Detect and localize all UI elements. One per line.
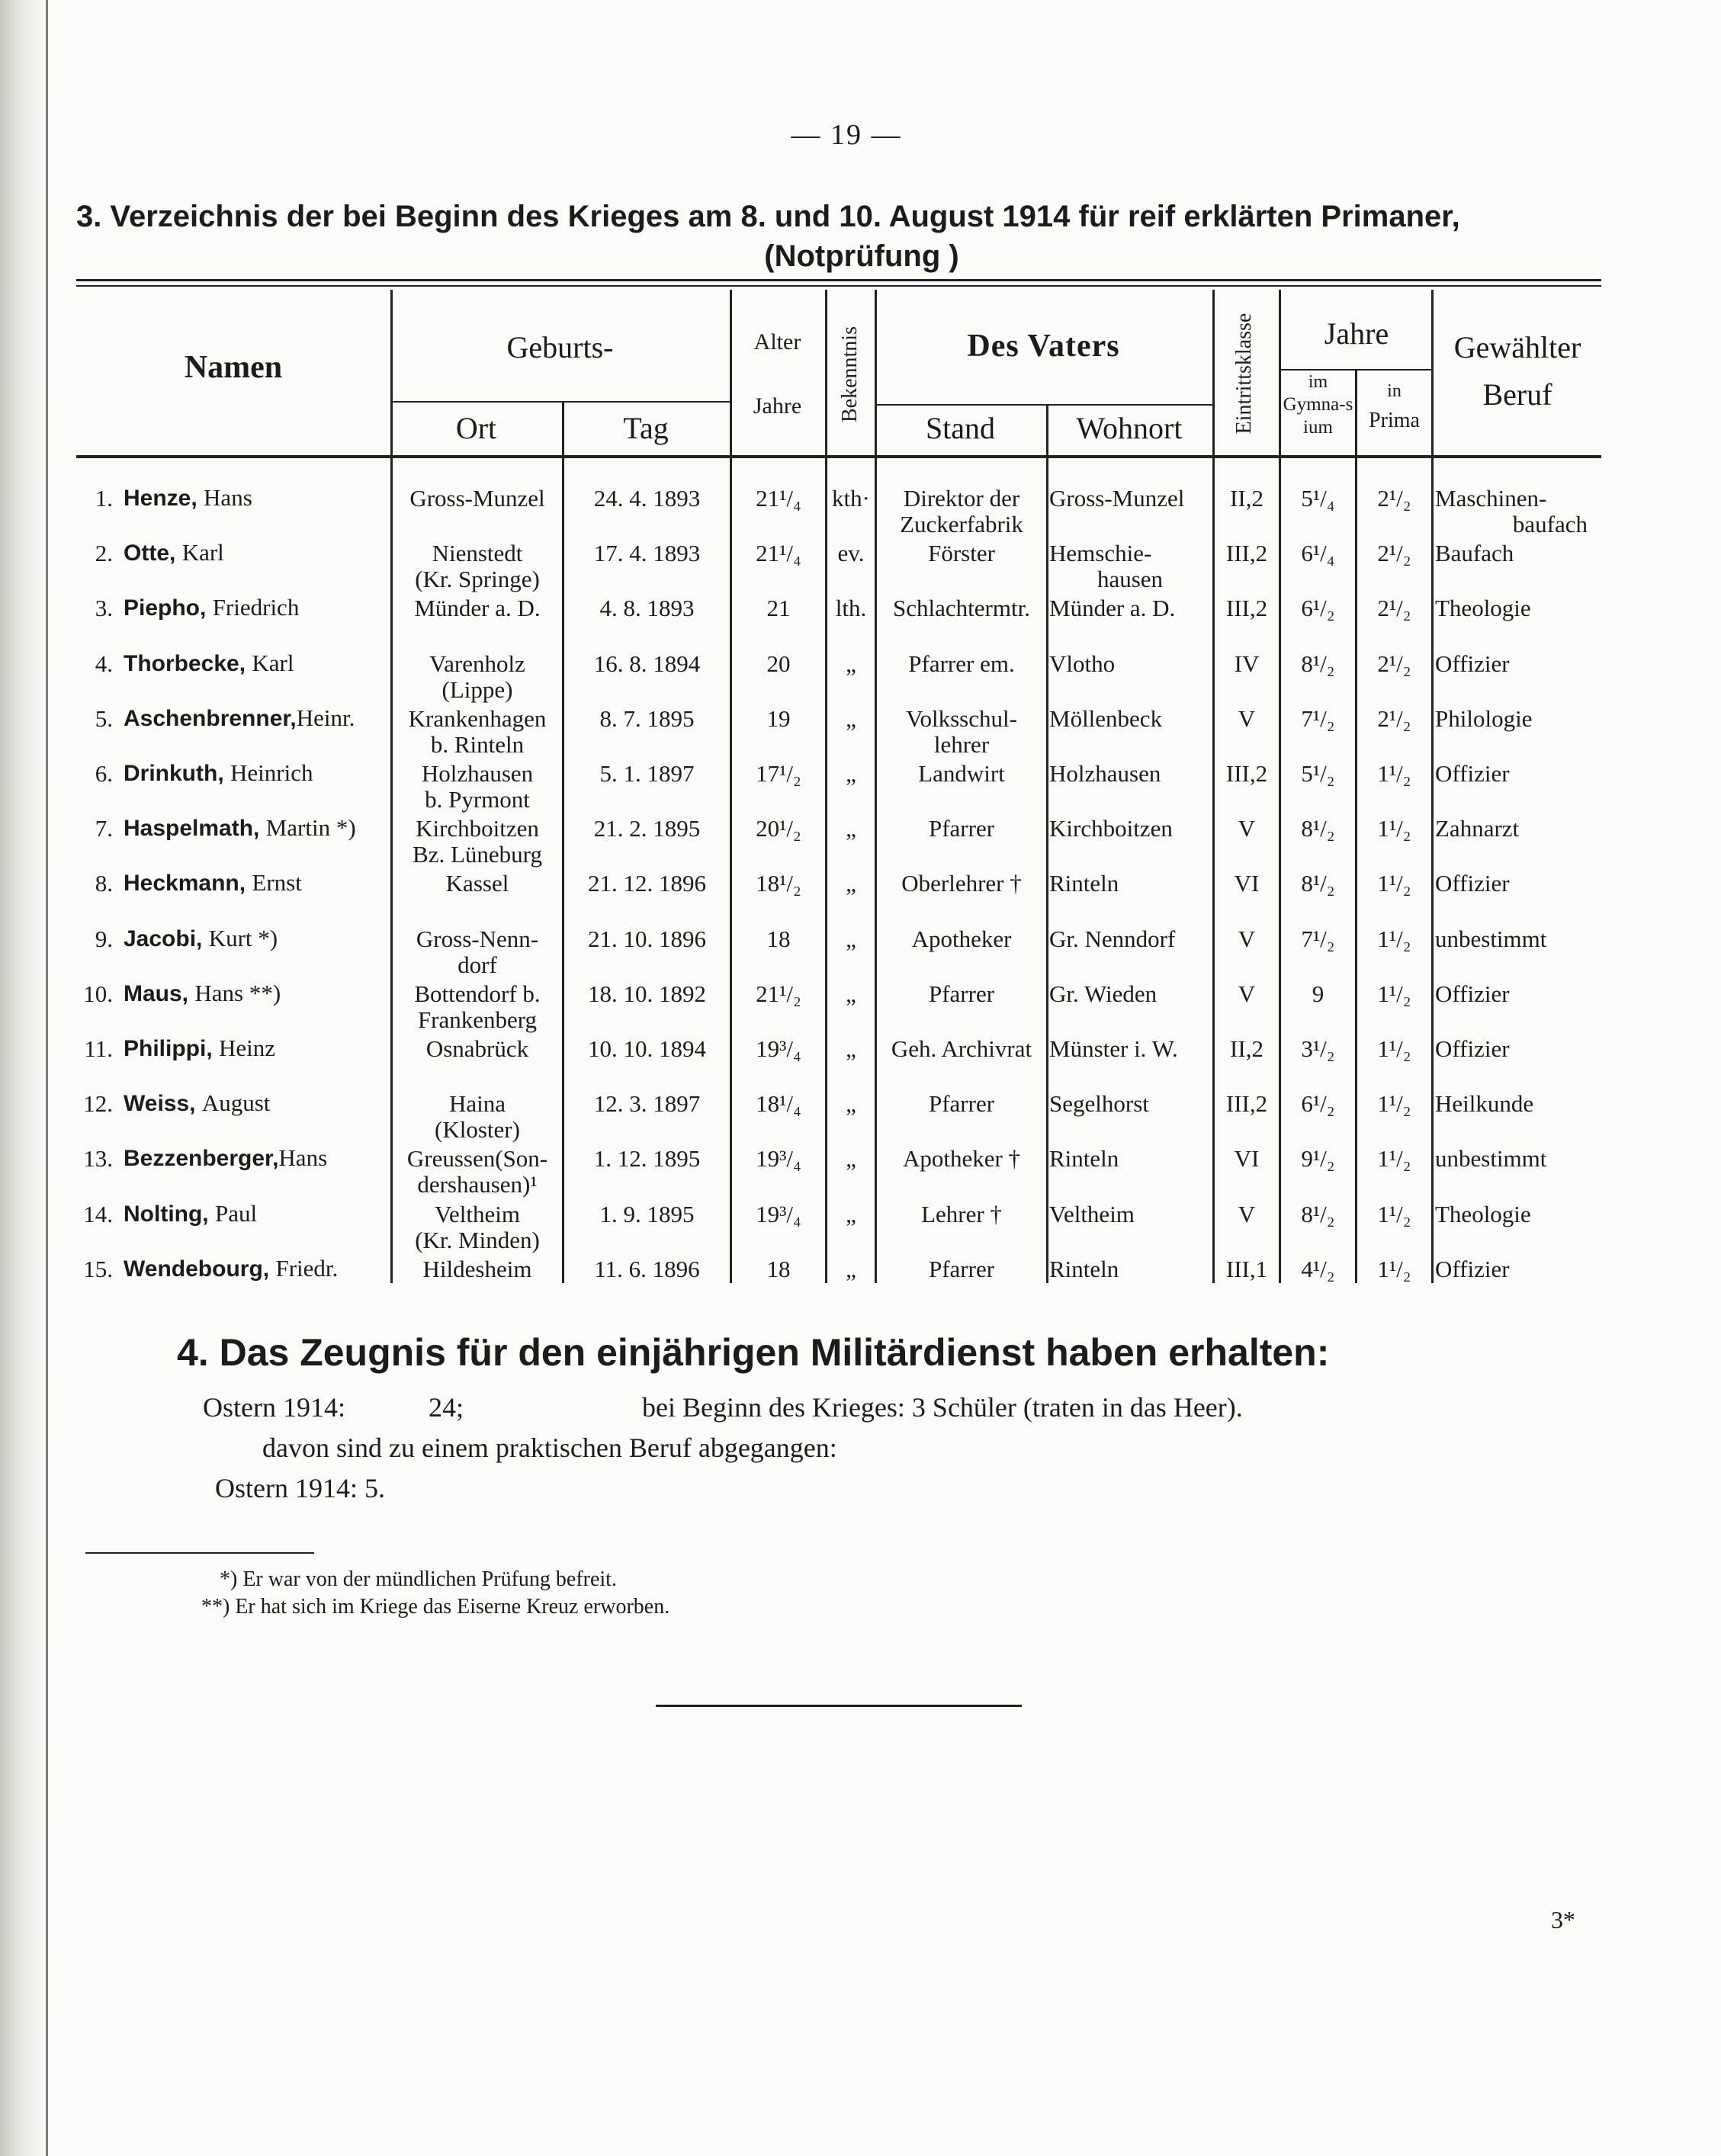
student-name bbox=[124, 1200, 257, 1228]
cell-no: 7. bbox=[95, 815, 113, 842]
cell-beruf1: Baufach bbox=[1435, 540, 1514, 567]
cell-gym: 8¹/₂ bbox=[1301, 650, 1335, 677]
student-firstname: Karl bbox=[181, 539, 224, 566]
cell-alter: 19 bbox=[766, 704, 791, 732]
header-des-vaters: Des Vaters bbox=[967, 329, 1120, 364]
ostern-1914-label: Ostern 1914: bbox=[203, 1392, 345, 1423]
body-vline bbox=[390, 458, 393, 1283]
cell-alter: 19³/₄ bbox=[756, 1200, 801, 1227]
davon-text: davon sind zu einem praktischen Beruf abgegangen: bbox=[262, 1433, 837, 1463]
cell-klasse: VI bbox=[1234, 870, 1260, 897]
header-alter-jahre: Jahre bbox=[753, 393, 802, 419]
ostern-1914b-text: Ostern 1914: 5. bbox=[215, 1473, 385, 1503]
geburts-subrule bbox=[390, 401, 730, 403]
cell-ort1: Haina bbox=[448, 1090, 506, 1118]
cell-wohn1: Veltheim bbox=[1049, 1200, 1135, 1227]
student-name bbox=[124, 484, 252, 512]
student-name bbox=[124, 869, 302, 897]
cell-klasse: III,2 bbox=[1225, 595, 1268, 622]
student-firstname: Hans bbox=[204, 484, 252, 511]
cell-tag: 4. 8. 1893 bbox=[599, 595, 695, 622]
cell-alter: 20 bbox=[766, 650, 791, 677]
cell-bek: „ bbox=[846, 980, 856, 1007]
cell-wohn1: Rinteln bbox=[1049, 870, 1119, 897]
cell-alter: 19³/₄ bbox=[756, 1145, 801, 1173]
student-surname: Bezzenberger, bbox=[124, 1146, 279, 1172]
cell-beruf1: Zahnarzt bbox=[1435, 815, 1520, 842]
cell-tag: 10. 10. 1894 bbox=[588, 1035, 706, 1062]
cell-tag: 18. 10. 1892 bbox=[588, 980, 706, 1007]
cell-bek: „ bbox=[846, 1035, 856, 1062]
student-surname: Weiss, bbox=[124, 1091, 196, 1117]
cell-alter: 21¹/₄ bbox=[756, 540, 801, 567]
cell-ort2: (Kr. Springe) bbox=[415, 566, 540, 593]
header-gymnasium: Gymna-sium bbox=[1283, 394, 1353, 438]
cell-wohn1: Rinteln bbox=[1049, 1255, 1119, 1282]
cell-beruf1: Theologie bbox=[1435, 1200, 1531, 1227]
ostern-1914-value: 24; bbox=[429, 1392, 464, 1423]
cell-stand1: Förster bbox=[928, 540, 995, 567]
cell-wohn1: Hemschie- bbox=[1049, 540, 1152, 567]
student-firstname: Heinrich bbox=[230, 759, 313, 786]
student-surname: Otte, bbox=[124, 541, 176, 566]
cell-alter: 21¹/₄ bbox=[756, 485, 801, 512]
hdr-vline bbox=[1212, 290, 1215, 455]
student-surname: Philippi, bbox=[124, 1036, 213, 1061]
cell-no: 5. bbox=[95, 704, 113, 732]
student-firstname: Paul bbox=[214, 1199, 258, 1227]
cell-beruf1: Offizier bbox=[1435, 980, 1510, 1007]
cell-klasse: IV bbox=[1234, 650, 1260, 677]
cell-prima: 1¹/₂ bbox=[1377, 1255, 1411, 1282]
cell-tag: 24. 4. 1893 bbox=[593, 485, 701, 512]
student-firstname: Karl bbox=[252, 649, 294, 676]
footnote-2: **) Er hat sich im Kriege das Eiserne Kreuz erworben. bbox=[201, 1595, 670, 1619]
table-top-rule-2 bbox=[76, 285, 1601, 287]
cell-gym: 8¹/₂ bbox=[1301, 870, 1335, 897]
cell-beruf1: Philologie bbox=[1435, 704, 1533, 732]
cell-ort2: Bz. Lüneburg bbox=[413, 841, 542, 868]
cell-no: 10. bbox=[83, 980, 113, 1007]
cell-prima: 1¹/₂ bbox=[1377, 1200, 1411, 1227]
header-beruf: Beruf bbox=[1482, 377, 1552, 412]
section-3-title-line2: (Notprüfung ) bbox=[764, 239, 959, 273]
cell-stand1: Apotheker bbox=[911, 925, 1012, 952]
cell-alter: 18¹/₂ bbox=[756, 870, 801, 897]
cell-stand1: Pfarrer bbox=[928, 1255, 995, 1282]
header-eintrittsklasse: Eintrittsklasse bbox=[1232, 313, 1256, 435]
cell-wohn1: Holzhausen bbox=[1049, 760, 1161, 787]
cell-beruf1: Offizier bbox=[1435, 650, 1510, 677]
student-name bbox=[124, 1255, 338, 1283]
hdr-vline bbox=[1431, 290, 1434, 455]
page-binding-line bbox=[46, 0, 48, 2156]
cell-bek: lth. bbox=[835, 595, 867, 622]
cell-klasse: III,2 bbox=[1225, 540, 1268, 567]
cell-alter: 17¹/₂ bbox=[756, 760, 801, 787]
cell-bek: „ bbox=[846, 815, 856, 842]
cell-bek: „ bbox=[846, 1200, 856, 1227]
cell-gym: 9 bbox=[1312, 980, 1324, 1007]
cell-gym: 4¹/₂ bbox=[1301, 1255, 1335, 1282]
cell-klasse: VI bbox=[1234, 1145, 1260, 1173]
cell-no: 12. bbox=[83, 1090, 113, 1118]
cell-bek: „ bbox=[846, 1090, 856, 1118]
cell-stand1: Direktor der bbox=[903, 485, 1020, 512]
cell-stand1: Oberlehrer † bbox=[901, 870, 1022, 897]
cell-stand1: Geh. Archivrat bbox=[891, 1035, 1032, 1062]
cell-ort1: Holzhausen bbox=[421, 760, 534, 787]
table-top-rule bbox=[76, 279, 1601, 281]
cell-alter: 18¹/₄ bbox=[756, 1090, 801, 1118]
cell-bek: „ bbox=[846, 870, 856, 897]
cell-wohn1: Möllenbeck bbox=[1049, 704, 1163, 732]
cell-stand1: Lehrer † bbox=[921, 1200, 1002, 1227]
cell-alter: 18 bbox=[766, 1255, 791, 1282]
cell-gym: 6¹/₂ bbox=[1301, 1090, 1335, 1118]
student-surname: Piepho, bbox=[124, 595, 207, 621]
student-surname: Drinkuth, bbox=[124, 761, 224, 786]
cell-ort2: b. Rinteln bbox=[430, 730, 525, 758]
header-in: in bbox=[1387, 381, 1402, 401]
cell-prima: 1¹/₂ bbox=[1377, 870, 1411, 897]
cell-beruf1: unbestimmt bbox=[1435, 1145, 1547, 1173]
cell-gym: 6¹/₂ bbox=[1301, 595, 1335, 622]
student-firstname: Heinz bbox=[219, 1035, 276, 1061]
cell-gym: 8¹/₂ bbox=[1301, 815, 1335, 842]
kriegsbeginn-text: bei Beginn des Krieges: 3 Schüler (traten in das Heer). bbox=[642, 1392, 1243, 1423]
student-firstname: Friedrich bbox=[212, 594, 300, 621]
student-surname: Henze, bbox=[124, 486, 197, 511]
cell-prima: 2¹/₂ bbox=[1377, 540, 1411, 567]
cell-beruf1: unbestimmt bbox=[1435, 925, 1547, 952]
cell-bek: „ bbox=[846, 1255, 856, 1282]
cell-alter: 21¹/₂ bbox=[756, 980, 801, 1007]
cell-prima: 1¹/₂ bbox=[1377, 760, 1411, 787]
cell-no: 15. bbox=[83, 1255, 113, 1282]
cell-alter: 19³/₄ bbox=[756, 1035, 801, 1062]
student-name bbox=[124, 925, 278, 953]
body-vline bbox=[825, 458, 827, 1283]
student-firstname: Martin *) bbox=[265, 814, 356, 842]
cell-no: 13. bbox=[83, 1145, 113, 1173]
cell-wohn1: Rinteln bbox=[1049, 1145, 1119, 1173]
cell-ort1: Greussen(Son- bbox=[406, 1145, 548, 1173]
header-namen: Namen bbox=[184, 350, 283, 385]
cell-wohn1: Segelhorst bbox=[1049, 1090, 1149, 1118]
cell-ort2: Frankenberg bbox=[417, 1006, 538, 1033]
student-firstname: Ernst bbox=[252, 869, 302, 897]
cell-klasse: III,2 bbox=[1225, 1090, 1268, 1118]
body-vline bbox=[1046, 458, 1048, 1283]
cell-tag: 1. 12. 1895 bbox=[593, 1145, 701, 1173]
cell-stand1: Landwirt bbox=[918, 760, 1005, 787]
cell-prima: 2¹/₂ bbox=[1377, 485, 1411, 512]
cell-tag: 21. 12. 1896 bbox=[588, 870, 706, 897]
cell-tag: 5. 1. 1897 bbox=[599, 760, 695, 787]
header-stand: Stand bbox=[925, 411, 996, 445]
cell-tag: 11. 6. 1896 bbox=[594, 1255, 700, 1282]
student-name bbox=[124, 650, 294, 678]
cell-stand1: Pfarrer bbox=[928, 815, 995, 842]
student-name bbox=[124, 980, 281, 1008]
header-im: im bbox=[1308, 372, 1328, 392]
cell-tag: 12. 3. 1897 bbox=[593, 1090, 701, 1118]
cell-ort2: b. Pyrmont bbox=[425, 786, 530, 813]
cell-wohn1: Kirchboitzen bbox=[1049, 815, 1173, 842]
body-vline bbox=[562, 458, 564, 1283]
student-name bbox=[124, 1144, 327, 1173]
student-surname: Wendebourg, bbox=[124, 1256, 270, 1282]
cell-bek: „ bbox=[846, 1145, 856, 1173]
cell-prima: 1¹/₂ bbox=[1377, 980, 1411, 1007]
cell-bek: „ bbox=[846, 925, 856, 952]
cell-ort1: Bottendorf b. bbox=[414, 980, 541, 1007]
cell-no: 3. bbox=[95, 595, 113, 622]
cell-beruf1: Offizier bbox=[1435, 760, 1510, 787]
header-prima: Prima bbox=[1369, 409, 1420, 432]
cell-bek: ev. bbox=[837, 540, 865, 567]
student-name bbox=[124, 1035, 275, 1063]
header-bottom-rule bbox=[76, 455, 1601, 458]
cell-beruf1: Maschinen- bbox=[1435, 485, 1547, 512]
header-geburts: Geburts- bbox=[506, 330, 614, 364]
header-gewaehlter: Gewählter bbox=[1453, 330, 1581, 364]
footnote-rule bbox=[85, 1552, 314, 1554]
cell-tag: 21. 2. 1895 bbox=[593, 815, 701, 842]
cell-stand2: lehrer bbox=[933, 730, 990, 758]
cell-beruf1: Offizier bbox=[1435, 1255, 1510, 1282]
cell-no: 1. bbox=[95, 485, 113, 512]
cell-bek: „ bbox=[846, 760, 856, 787]
cell-bek: kth· bbox=[832, 485, 870, 512]
cell-wohn2: hausen bbox=[1096, 566, 1164, 593]
cell-ort1: Gross-Nenn- bbox=[416, 925, 539, 952]
cell-gym: 6¹/₄ bbox=[1301, 540, 1335, 567]
page-number: — 19 — bbox=[791, 119, 902, 151]
student-name bbox=[124, 759, 313, 788]
student-surname: Thorbecke, bbox=[124, 650, 246, 676]
body-vline bbox=[1355, 458, 1357, 1283]
cell-klasse: V bbox=[1238, 925, 1256, 952]
student-firstname: Heinr. bbox=[296, 704, 355, 731]
cell-ort2: (Kr. Minden) bbox=[415, 1226, 540, 1253]
student-firstname: Kurt *) bbox=[208, 924, 278, 951]
cell-prima: 1¹/₂ bbox=[1377, 1145, 1411, 1173]
cell-no: 9. bbox=[95, 925, 113, 952]
cell-beruf1: Heilkunde bbox=[1435, 1090, 1534, 1118]
cell-no: 2. bbox=[95, 540, 113, 567]
student-firstname: Hans **) bbox=[194, 979, 281, 1006]
footnote-1: *) Er war von der mündlichen Prüfung befreit. bbox=[220, 1567, 617, 1591]
cell-wohn1: Münster i. W. bbox=[1049, 1035, 1178, 1062]
page-binding-edge bbox=[0, 0, 47, 2156]
cell-klasse: V bbox=[1238, 815, 1256, 842]
hdr-vline bbox=[730, 290, 732, 455]
section-3-title-line1: 3. Verzeichnis der bei Beginn des Krieges am 8. und 10. August 1914 für reif erklärten Primaner, bbox=[76, 200, 1460, 233]
cell-beruf2: baufach bbox=[1512, 511, 1588, 537]
body-vline bbox=[1431, 458, 1434, 1283]
cell-ort1: Veltheim bbox=[435, 1200, 520, 1227]
cell-ort1: Hildesheim bbox=[422, 1255, 532, 1282]
cell-ort2: dorf bbox=[458, 951, 497, 978]
cell-klasse: III,1 bbox=[1225, 1255, 1268, 1282]
cell-ort1: Osnabrück bbox=[425, 1035, 529, 1062]
cell-klasse: V bbox=[1238, 1200, 1256, 1227]
cell-ort2: (Kloster) bbox=[435, 1116, 520, 1144]
student-surname: Jacobi, bbox=[124, 926, 203, 951]
cell-tag: 8. 7. 1895 bbox=[599, 704, 695, 732]
cell-stand1: Pfarrer bbox=[928, 1090, 995, 1118]
cell-ort1: Münder a. D. bbox=[414, 595, 541, 622]
student-surname: Maus, bbox=[124, 980, 189, 1006]
student-name bbox=[124, 539, 224, 567]
cell-beruf1: Offizier bbox=[1435, 870, 1510, 897]
header-bekenntnis: Bekenntnis bbox=[838, 326, 862, 422]
cell-klasse: V bbox=[1238, 980, 1256, 1007]
cell-stand1: Schlachtermtr. bbox=[893, 595, 1030, 622]
student-name bbox=[124, 594, 299, 622]
student-firstname: Friedr. bbox=[275, 1254, 339, 1282]
vaters-subrule bbox=[875, 404, 1212, 406]
cell-klasse: V bbox=[1238, 704, 1256, 732]
cell-ort1: Gross-Munzel bbox=[409, 485, 545, 512]
cell-no: 6. bbox=[95, 760, 113, 787]
cell-prima: 1¹/₂ bbox=[1377, 925, 1411, 952]
body-vline bbox=[1279, 458, 1281, 1283]
student-surname: Heckmann, bbox=[124, 871, 246, 897]
cell-tag: 1. 9. 1895 bbox=[599, 1200, 695, 1227]
cell-prima: 1¹/₂ bbox=[1377, 815, 1411, 842]
section-4-title: 4. Das Zeugnis für den einjährigen Militärdienst haben erhalten: bbox=[177, 1331, 1330, 1374]
header-alter: Alter bbox=[753, 329, 801, 355]
cell-alter: 20¹/₂ bbox=[756, 815, 801, 842]
cell-wohn1: Gr. Wieden bbox=[1049, 980, 1158, 1007]
cell-no: 11. bbox=[84, 1035, 113, 1062]
cell-ort1: Kassel bbox=[445, 870, 509, 897]
cell-ort2: (Lippe) bbox=[441, 675, 513, 703]
cell-wohn1: Vlotho bbox=[1049, 650, 1116, 677]
cell-stand1: Pfarrer bbox=[928, 980, 995, 1007]
cell-ort1: Kirchboitzen bbox=[416, 815, 539, 842]
cell-klasse: II,2 bbox=[1230, 1035, 1263, 1062]
cell-prima: 1¹/₂ bbox=[1377, 1090, 1411, 1118]
end-ornament-rule bbox=[656, 1705, 1022, 1707]
body-vline bbox=[1212, 458, 1215, 1283]
cell-ort1: Nienstedt bbox=[432, 540, 523, 567]
cell-wohn1: Gr. Nenndorf bbox=[1049, 925, 1176, 952]
cell-ort1: Krankenhagen bbox=[408, 704, 547, 732]
student-surname: Nolting, bbox=[124, 1201, 209, 1227]
cell-prima: 2¹/₂ bbox=[1377, 704, 1411, 732]
cell-ort2: dershausen)¹ bbox=[417, 1171, 538, 1198]
body-vline bbox=[730, 458, 732, 1283]
cell-beruf1: Theologie bbox=[1435, 595, 1531, 622]
cell-gym: 8¹/₂ bbox=[1301, 1200, 1335, 1227]
cell-klasse: III,2 bbox=[1225, 760, 1268, 787]
cell-gym: 5¹/₂ bbox=[1301, 760, 1335, 787]
student-surname: Aschenbrenner, bbox=[124, 705, 297, 731]
header-ort: Ort bbox=[455, 411, 497, 445]
cell-beruf1: Offizier bbox=[1435, 1035, 1510, 1062]
student-name bbox=[124, 1089, 270, 1118]
cell-stand1: Apotheker † bbox=[902, 1145, 1021, 1173]
header-tag: Tag bbox=[623, 411, 669, 445]
cell-klasse: II,2 bbox=[1230, 485, 1263, 512]
cell-stand1: Pfarrer em. bbox=[908, 650, 1015, 677]
cell-stand2: Zuckerfabrik bbox=[900, 511, 1023, 537]
section-3-title bbox=[76, 197, 1617, 276]
cell-wohn1: Münder a. D. bbox=[1049, 595, 1176, 622]
cell-no: 14. bbox=[83, 1200, 113, 1227]
header-wohnort: Wohnort bbox=[1076, 411, 1183, 445]
cell-no: 4. bbox=[95, 650, 113, 677]
cell-prima: 2¹/₂ bbox=[1377, 650, 1411, 677]
cell-prima: 2¹/₂ bbox=[1377, 595, 1411, 622]
cell-stand1: Volksschul- bbox=[906, 704, 1017, 732]
cell-gym: 7¹/₂ bbox=[1301, 925, 1335, 952]
cell-alter: 18 bbox=[766, 925, 791, 952]
cell-alter: 21 bbox=[766, 595, 791, 622]
cell-no: 8. bbox=[95, 870, 113, 897]
cell-ort1: Varenholz bbox=[429, 650, 525, 677]
student-name bbox=[124, 814, 356, 842]
cell-wohn1: Gross-Munzel bbox=[1049, 485, 1185, 512]
cell-gym: 3¹/₂ bbox=[1301, 1035, 1335, 1062]
cell-bek: „ bbox=[846, 650, 856, 677]
signature-mark: 3* bbox=[1551, 1906, 1575, 1933]
cell-gym: 5¹/₄ bbox=[1301, 485, 1335, 512]
header-jahre: Jahre bbox=[1324, 316, 1389, 351]
cell-prima: 1¹/₂ bbox=[1377, 1035, 1411, 1062]
cell-tag: 21. 10. 1896 bbox=[588, 925, 706, 952]
student-name bbox=[124, 704, 355, 733]
student-firstname: August bbox=[201, 1089, 271, 1117]
cell-gym: 7¹/₂ bbox=[1301, 704, 1335, 732]
hdr-vline bbox=[825, 290, 827, 455]
cell-tag: 17. 4. 1893 bbox=[593, 540, 701, 567]
cell-tag: 16. 8. 1894 bbox=[593, 650, 701, 677]
student-surname: Haspelmath, bbox=[124, 816, 260, 842]
cell-gym: 9¹/₂ bbox=[1301, 1145, 1335, 1173]
cell-bek: „ bbox=[846, 704, 856, 732]
student-firstname: Hans bbox=[278, 1144, 328, 1172]
